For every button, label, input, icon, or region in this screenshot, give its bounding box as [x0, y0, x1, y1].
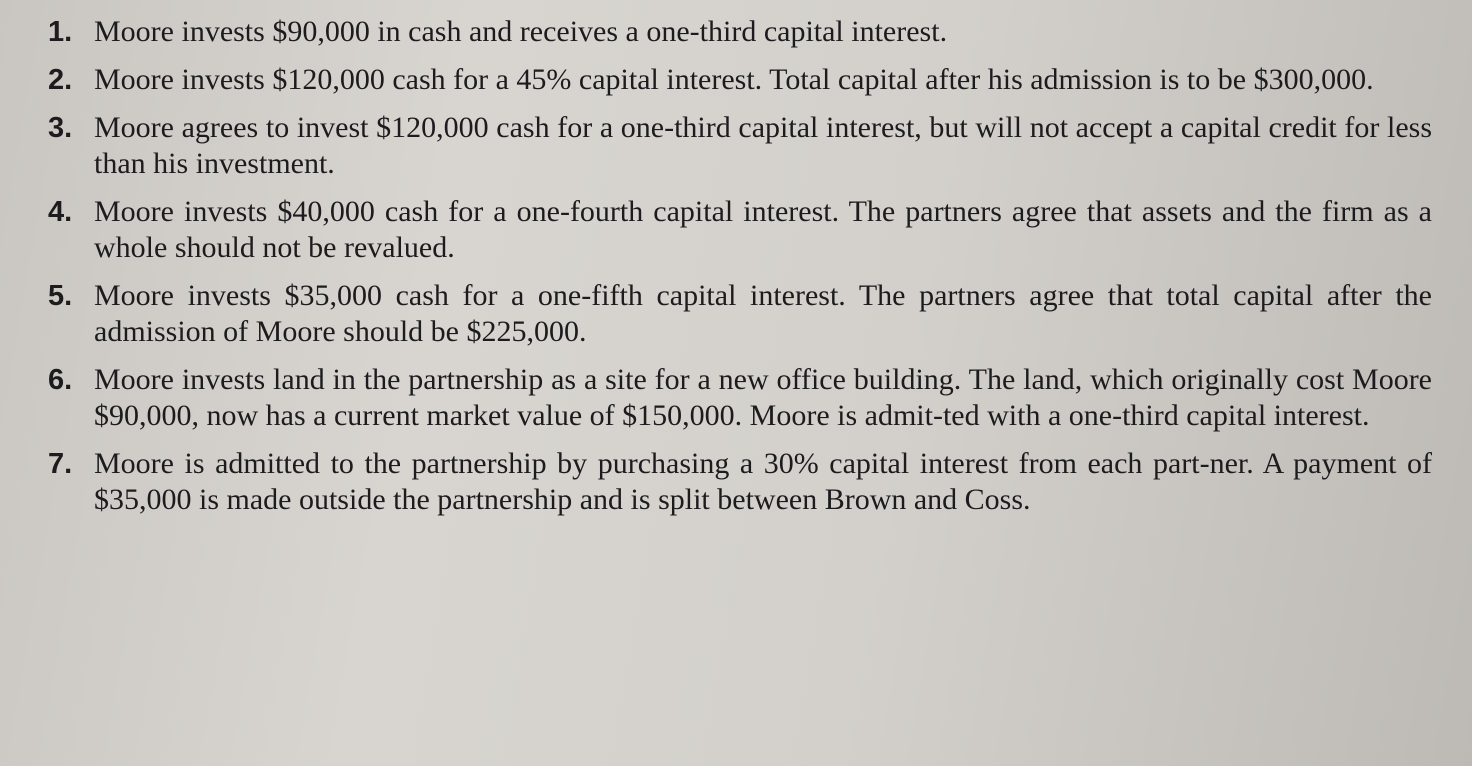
problem-number: 3.	[48, 112, 73, 144]
problem-item-1	[40, 14, 1432, 50]
problem-number: 6.	[48, 364, 73, 396]
problem-item-6	[40, 362, 1432, 434]
problem-item-4	[40, 194, 1432, 266]
problem-item-2	[40, 62, 1432, 98]
problem-text: Moore invests land in the partnership as a site for a new office building. The land, which originally cost Moore $90,000, now has a current market value of $150,000. Moore is admit-ted with a one-third capital interest.	[94, 363, 1432, 432]
problem-number: 4.	[48, 196, 73, 228]
problem-text: Moore is admitted to the partnership by purchasing a 30% capital interest from each part-ner. A payment of $35,000 is made outside the partnership and is split between Brown and Coss.	[94, 447, 1432, 516]
problem-text: Moore agrees to invest $120,000 cash for a one-third capital interest, but will not accept a capital credit for less than his investment.	[94, 111, 1432, 180]
problem-item-5	[40, 278, 1432, 350]
problem-item-3	[40, 110, 1432, 182]
problem-item-7	[40, 446, 1432, 518]
problem-number: 1.	[48, 16, 73, 48]
problem-number: 5.	[48, 280, 73, 312]
problem-number: 2.	[48, 64, 73, 96]
problem-text: Moore invests $90,000 in cash and receives a one-third capital interest.	[94, 15, 948, 48]
problem-text: Moore invests $120,000 cash for a 45% capital interest. Total capital after his admission is to be $300,000.	[94, 63, 1374, 96]
problem-text: Moore invests $40,000 cash for a one-fourth capital interest. The partners agree that assets and the firm as a whole should not be revalued.	[94, 195, 1432, 264]
problem-list	[40, 14, 1432, 518]
problem-number: 7.	[48, 448, 73, 480]
problem-text: Moore invests $35,000 cash for a one-fifth capital interest. The partners agree that total capital after the admission of Moore should be $225,000.	[94, 279, 1432, 348]
